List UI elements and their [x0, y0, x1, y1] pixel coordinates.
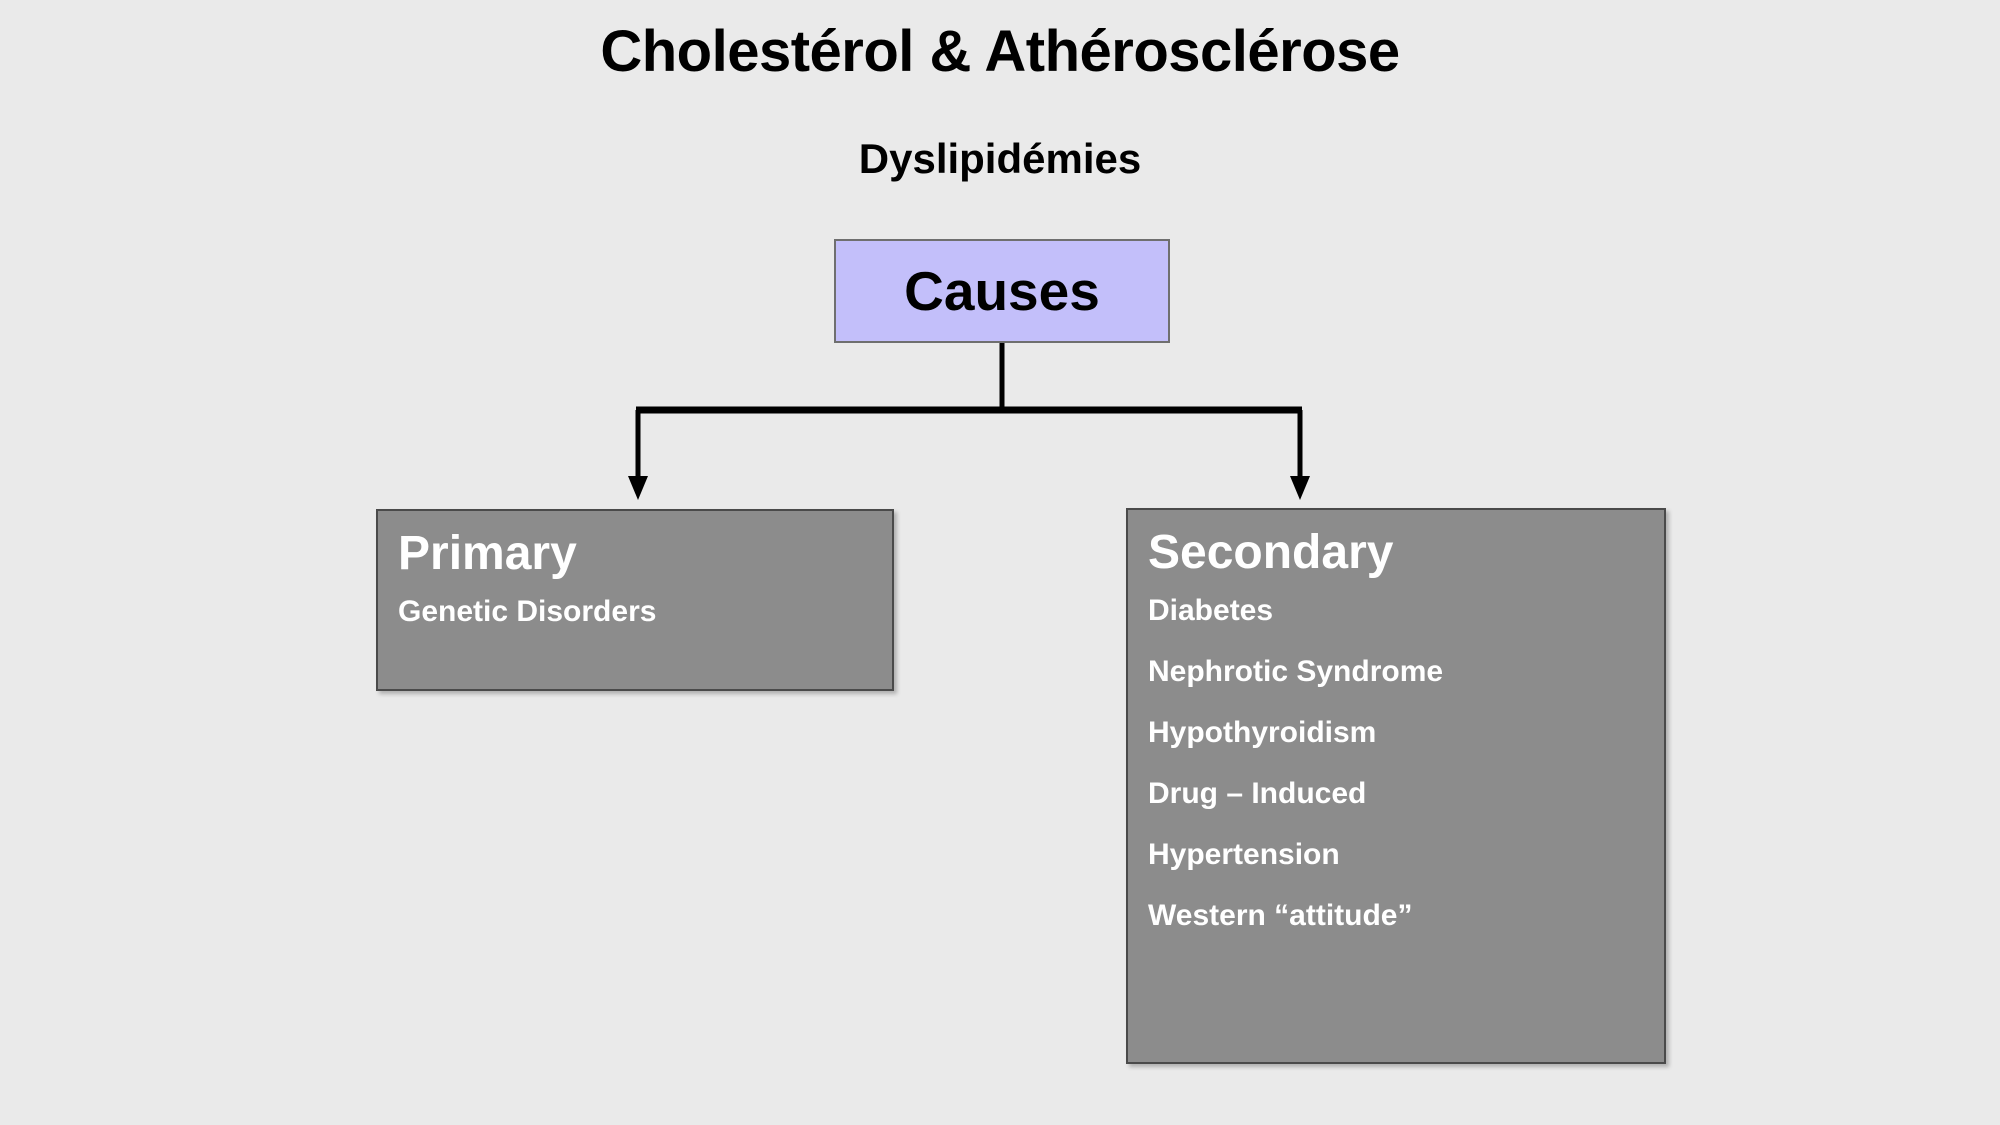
root-node-causes[interactable] [834, 239, 1170, 343]
root-node-label: Causes [904, 260, 1100, 322]
page-subtitle: Dyslipidémies [858, 135, 1142, 182]
branch-item: Nephrotic Syndrome [1148, 655, 1444, 689]
branch-item: Genetic Disorders [398, 595, 657, 629]
branch-item: Hypothyroidism [1148, 716, 1377, 750]
branch-node-secondary[interactable] [1126, 508, 1666, 1064]
branch-heading-primary: Primary [398, 527, 577, 580]
branch-heading-secondary: Secondary [1148, 526, 1394, 579]
branch-item: Western “attitude” [1148, 899, 1413, 933]
branch-item: Drug – Induced [1148, 777, 1367, 811]
page-title: Cholestérol & Athérosclérose [600, 19, 1400, 84]
branch-item: Diabetes [1148, 594, 1274, 628]
branch-item: Hypertension [1148, 838, 1340, 872]
branch-node-primary[interactable] [376, 509, 894, 691]
